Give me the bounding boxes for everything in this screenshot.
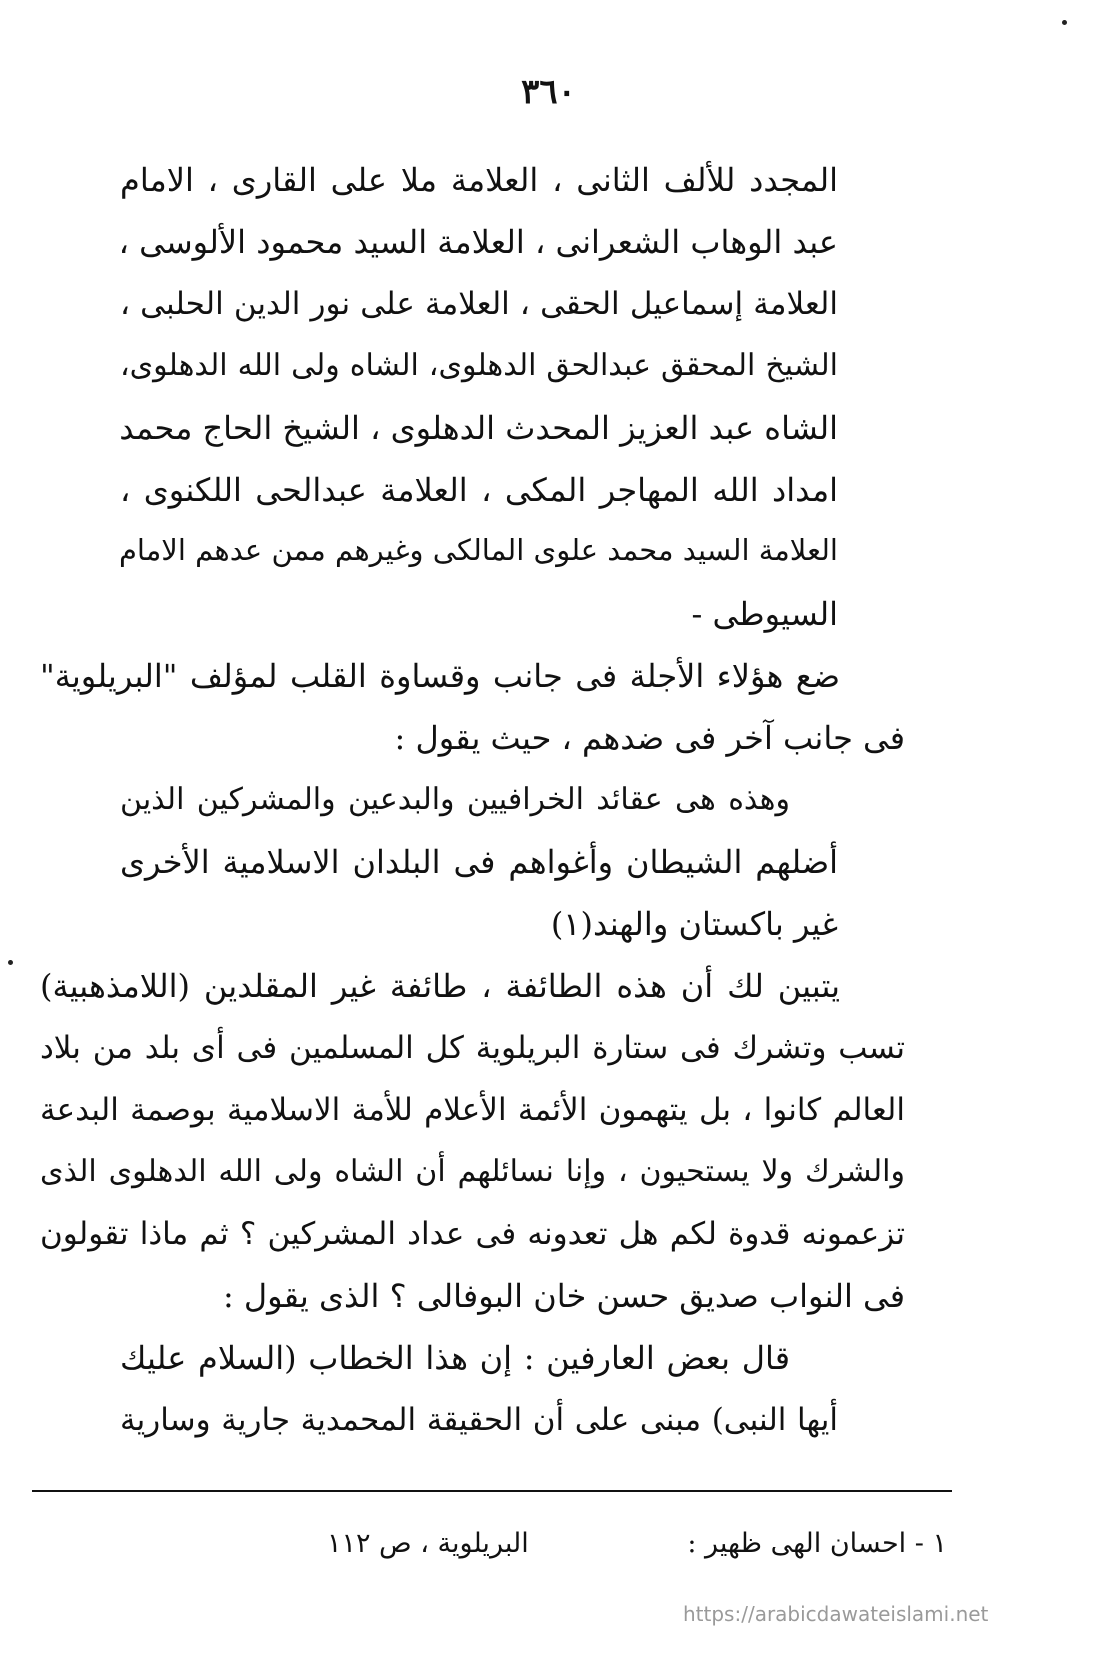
body-line: يتبين لك أن هذه الطائفة ، طائفة غير المقلدين (اللامذهبية): [40, 967, 840, 1005]
body-line: المجدد للألف الثانى ، العلامة ملا على القارى ، الامام: [120, 161, 838, 199]
body-line: الشاه عبد العزيز المحدث الدهلوى ، الشيخ الحاج محمد: [119, 409, 838, 447]
body-line: والشرك ولا يستحيون ، وإنا نسائلهم أن الشاه ولى الله الدهلوى الذى: [40, 1154, 905, 1189]
footnote-divider: [32, 1490, 952, 1492]
page-number: ٣٦٠: [521, 72, 576, 112]
body-line: تزعمونه قدوة لكم هل تعدونه فى عداد المشركين ؟ ثم ماذا تقولون: [40, 1216, 905, 1252]
footnote: [327, 1528, 947, 1559]
body-line: العلامة إسماعيل الحقى ، العلامة على نور الدين الحلبى ،: [120, 286, 838, 322]
body-line: تسب وتشرك فى ستارة البريلوية كل المسلمين فى أى بلد من بلاد: [40, 1030, 905, 1066]
footnote-source: البريلوية ، ص ١١٢: [326, 1528, 529, 1559]
scan-speck: [8, 960, 13, 965]
quote-line: قال بعض العارفين : إن هذا الخطاب (السلام عليك: [120, 1339, 790, 1377]
body-line: فى جانب آخر فى ضدهم ، حيث يقول :: [394, 719, 905, 757]
body-line: العلامة السيد محمد علوى المالكى وغيرهم ممن عدهم الامام: [118, 533, 838, 567]
body-line: الشيخ المحقق عبدالحق الدهلوى، الشاه ولى الله الدهلوى،: [120, 348, 838, 383]
body-line: عبد الوهاب الشعرانى ، العلامة السيد محمود الألوسى ،: [118, 223, 838, 261]
quote-line: وهذه هى عقائد الخرافيين والبدعين والمشركين الذين: [120, 782, 790, 817]
body-line: السيوطى -: [691, 595, 838, 633]
watermark: https://arabicdawateislami.net: [683, 1602, 989, 1626]
quote-line: غير باكستان والهند(١): [550, 905, 838, 943]
scan-speck: [1062, 20, 1067, 25]
footnote-author: احسان الهى ظهير :: [687, 1528, 907, 1559]
body-line: امداد الله المهاجر المكى ، العلامة عبدالحى اللكنوى ،: [120, 471, 838, 509]
quote-line: أضلهم الشيطان وأغواهم فى البلدان الاسلامية الأخرى: [120, 843, 838, 881]
body-line: العالم كانوا ، بل يتهمون الأئمة الأعلام للأمة الاسلامية بوصمة البدعة: [40, 1092, 905, 1128]
body-line: ضع هؤلاء الأجلة فى جانب وقساوة القلب لمؤلف "البريلوية": [40, 657, 840, 695]
footnote-marker: ١ -: [914, 1528, 947, 1559]
body-line: فى النواب صديق حسن خان البوفالى ؟ الذى يقول :: [222, 1277, 905, 1315]
quote-line: أيها النبى) مبنى على أن الحقيقة المحمدية جارية وسارية: [120, 1402, 838, 1438]
